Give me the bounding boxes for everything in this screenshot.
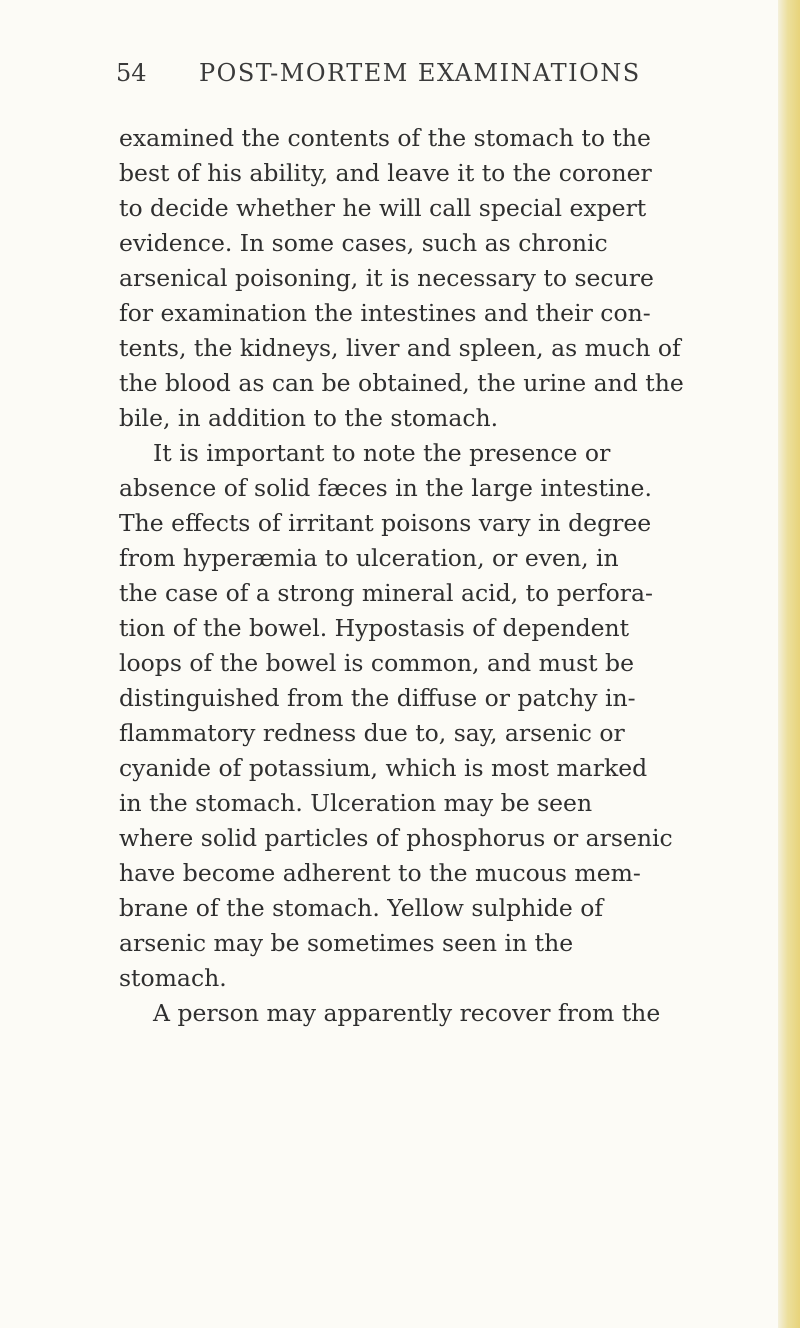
page-edge	[778, 0, 800, 1328]
text-line: distinguished from the diffuse or patchy in-	[119, 684, 636, 712]
page-number: 54	[116, 59, 147, 87]
text-line: the blood as can be obtained, the urine and the	[119, 369, 684, 397]
running-head: POST-MORTEM EXAMINATIONS	[199, 59, 641, 87]
text-line: arsenical poisoning, it is necessary to secure	[119, 264, 654, 292]
text-line: absence of solid fæces in the large intestine.	[119, 474, 652, 502]
paragraph-start-line: It is important to note the presence or	[153, 439, 611, 467]
body-text	[119, 121, 739, 1031]
text-line: have become adherent to the mucous mem-	[119, 859, 641, 887]
text-line: the case of a strong mineral acid, to perfora-	[119, 579, 653, 607]
text-line: arsenic may be sometimes seen in the	[119, 929, 574, 957]
text-line: tion of the bowel. Hypostasis of dependent	[119, 614, 630, 642]
text-line: flammatory redness due to, say, arsenic or	[119, 719, 625, 747]
text-line: stomach.	[119, 964, 227, 992]
text-line: where solid particles of phosphorus or arsenic	[119, 824, 673, 852]
text-line: from hyperæmia to ulceration, or even, in	[119, 544, 619, 572]
text-line: cyanide of potassium, which is most marked	[119, 754, 648, 782]
text-line: The effects of irritant poisons vary in degree	[119, 509, 652, 537]
text-line: best of his ability, and leave it to the coroner	[119, 159, 652, 187]
text-line: to decide whether he will call special expert	[119, 194, 647, 222]
text-line: tents, the kidneys, liver and spleen, as much of	[119, 334, 681, 362]
text-line: evidence. In some cases, such as chronic	[119, 229, 608, 257]
text-line: in the stomach. Ulceration may be seen	[119, 789, 593, 817]
page-header	[116, 56, 676, 90]
text-line: for examination the intestines and their con-	[119, 299, 651, 327]
text-line: brane of the stomach. Yellow sulphide of	[119, 894, 604, 922]
text-line: bile, in addition to the stomach.	[119, 404, 499, 432]
paragraph-start-line: A person may apparently recover from the	[153, 999, 661, 1027]
text-line: loops of the bowel is common, and must be	[119, 649, 635, 677]
text-line: examined the contents of the stomach to the	[119, 124, 651, 152]
